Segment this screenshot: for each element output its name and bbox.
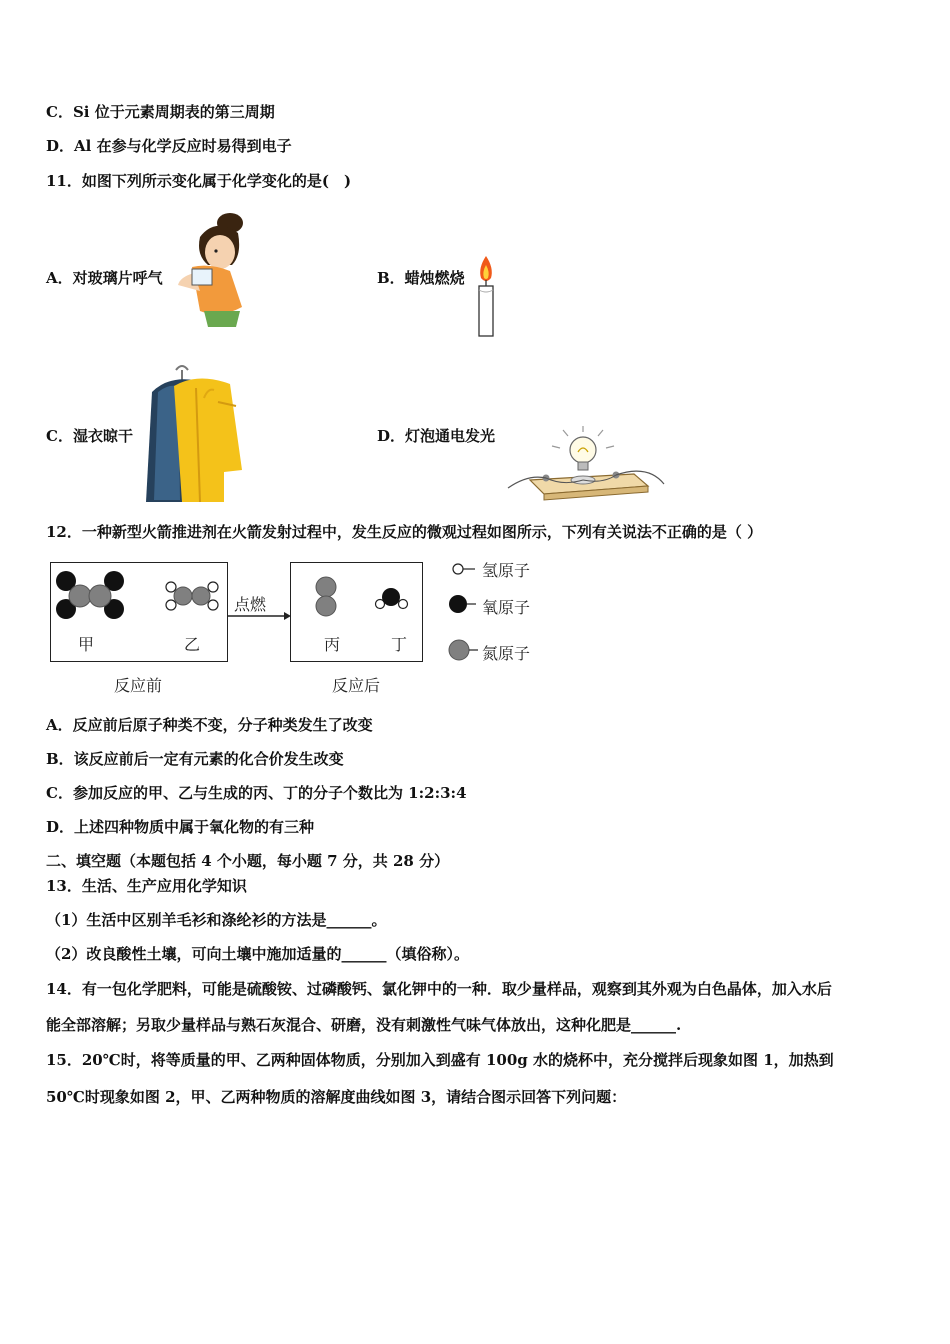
molecule-bing xyxy=(316,577,336,616)
label-ding: 丁 xyxy=(391,635,408,654)
q13-sub-1: （1）生活中区别羊毛衫和涤纶衫的方法是______。 xyxy=(46,911,387,929)
q13-stem: 13．生活、生产应用化学知识 xyxy=(46,877,247,895)
legend-hydrogen-label: 氢原子 xyxy=(482,561,531,580)
q11-stem: 11．如图下列所示变化属于化学变化的是( ) xyxy=(46,172,352,190)
arrow-label-ignite: 点燃 xyxy=(234,595,267,614)
legend-hydrogen-icon xyxy=(453,564,475,574)
q11-option-c: C．湿衣晾干 xyxy=(46,427,133,445)
caption-before: 反应前 xyxy=(114,676,163,695)
q12-stem: 12．一种新型火箭推进剂在火箭发射过程中，发生反应的微观过程如图所示，下列有关说法不正确的是（ ） xyxy=(46,523,763,541)
q15-line-1: 15．20℃时，将等质量的甲、乙两种固体物质，分别加入到盛有 100g 水的烧杯中，充分搅拌后现象如图 1，加热到 xyxy=(46,1051,834,1069)
q10-option-c: C．Si 位于元素周期表的第三周期 xyxy=(46,103,275,121)
label-yi: 乙 xyxy=(184,635,201,654)
section-2-heading: 二、填空题（本题包括 4 个小题，每小题 7 分，共 28 分） xyxy=(46,852,450,870)
q12-option-d: D．上述四种物质中属于氧化物的有三种 xyxy=(46,818,315,836)
q13-sub-2: （2）改良酸性土壤，可向土壤中施加适量的______（填俗称）。 xyxy=(46,945,469,963)
q10-option-d: D．Al 在参与化学反应时易得到电子 xyxy=(46,137,292,155)
q14-line-1: 14．有一包化学肥料，可能是硫酸铵、过磷酸钙、氯化钾中的一种．取少量样品，观察到其外观为白色晶体，加入水后 xyxy=(46,980,832,998)
q15-line-2: 50℃时现象如图 2，甲、乙两种物质的溶解度曲线如图 3，请结合图示回答下列问题： xyxy=(46,1088,627,1106)
q11-option-a: A．对玻璃片呼气 xyxy=(46,269,163,287)
q12-option-a: A．反应前后原子种类不变，分子种类发生了改变 xyxy=(46,716,373,734)
label-jia: 甲 xyxy=(78,635,95,654)
q12-option-c: C．参加反应的甲、乙与生成的丙、丁的分子个数比为 1:2:3:4 xyxy=(46,784,467,802)
legend-nitrogen-icon xyxy=(449,640,478,660)
caption-after: 反应后 xyxy=(332,676,381,695)
molecule-jia xyxy=(56,571,124,619)
legend-oxygen-icon xyxy=(449,595,476,613)
legend-oxygen-label: 氧原子 xyxy=(482,598,531,617)
q11-option-b: B．蜡烛燃烧 xyxy=(377,269,465,287)
legend-nitrogen-label: 氮原子 xyxy=(482,644,531,663)
q14-line-2: 能全部溶解；另取少量样品与熟石灰混合、研磨，没有刺激性气味气体放出，这种化肥是______. xyxy=(46,1016,682,1034)
molecule-ding xyxy=(376,588,408,609)
q12-option-b: B．该反应前后一定有元素的化合价发生改变 xyxy=(46,750,344,768)
label-bing: 丙 xyxy=(324,635,341,654)
q11-option-d: D．灯泡通电发光 xyxy=(377,427,496,445)
molecule-yi xyxy=(166,582,218,610)
